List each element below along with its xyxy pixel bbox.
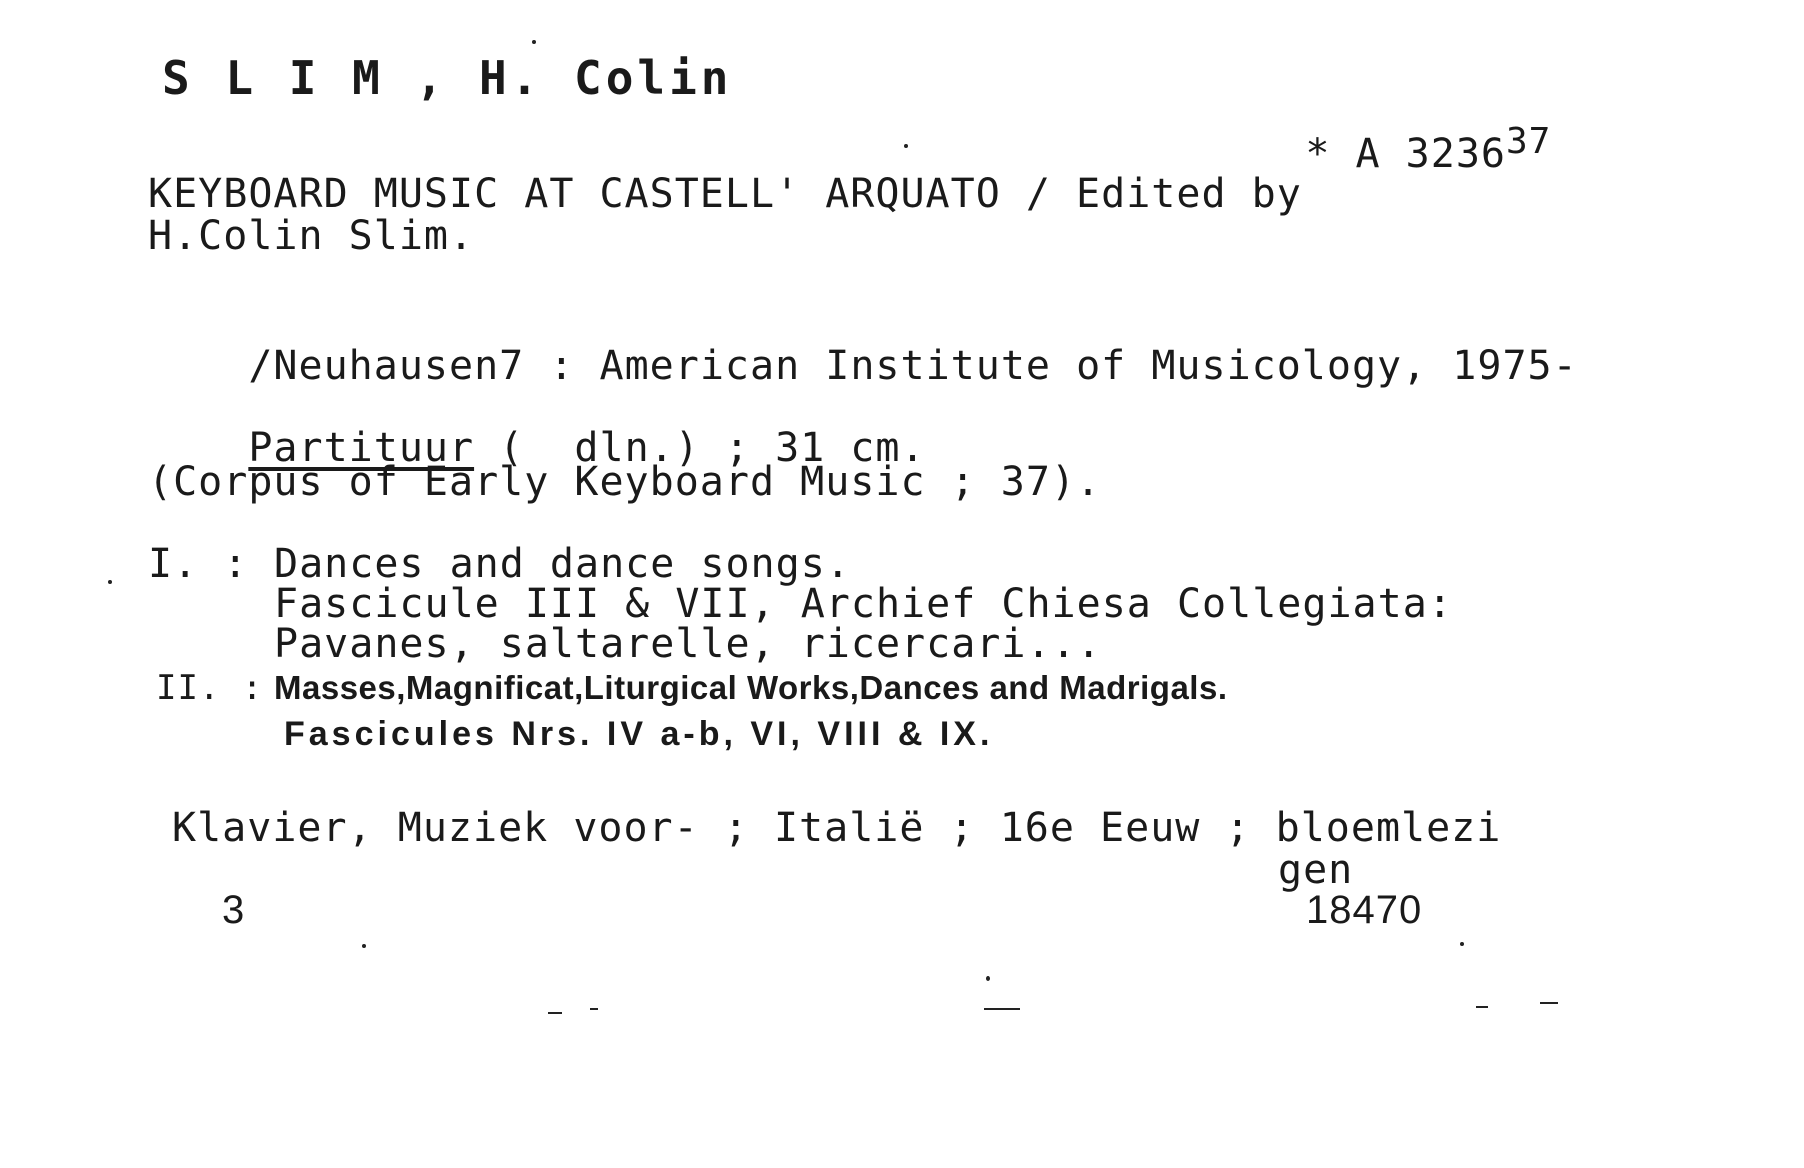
vol2-line-1: Masses,Magnificat,Liturgical Works,Dances and Madrigals. [274, 669, 1228, 706]
scan-mark [984, 1008, 1020, 1010]
title-line-2: H.Colin Slim. [148, 213, 475, 259]
scan-speck [986, 976, 990, 981]
imprint-place: Neuhausen [273, 343, 500, 389]
card-number-left: 3 [222, 888, 246, 932]
vol2-number: II. : [156, 668, 264, 708]
scan-mark [590, 1008, 598, 1010]
collation-details: ( dln.) ; 31 cm. [474, 425, 926, 471]
title-line-1: KEYBOARD MUSIC AT CASTELL' ARQUATO / Edited by [148, 171, 1302, 217]
scan-mark [1476, 1006, 1488, 1008]
vol2-line-2: Fascicules Nrs. IV a-b, VI, VIII & IX. [284, 715, 994, 753]
scan-mark [1540, 1002, 1558, 1004]
accession-number: 18470 [1306, 888, 1423, 932]
scan-mark [548, 1012, 562, 1014]
imprint-bracket-open: / [248, 343, 274, 389]
imprint-bracket-close: 7 [499, 343, 525, 389]
scan-speck [362, 944, 366, 948]
vol1-number: I. : [148, 541, 249, 587]
scan-speck [904, 144, 908, 148]
imprint-publisher: : American Institute of Musicology, 1975- [524, 343, 1578, 389]
series-statement: (Corpus of Early Keyboard Music ; 37). [148, 459, 1102, 505]
shelfmark-number: * A 3236 [1305, 131, 1506, 177]
subject-headings: Klavier, Muziek voor- ; Italië ; 16e Eeuw ; bloemlezi [172, 805, 1502, 851]
scan-speck [532, 40, 536, 44]
collation-label: Partituur [248, 425, 475, 471]
scan-speck [108, 580, 112, 584]
scan-speck [1460, 942, 1464, 946]
subject-headings-continuation: gen [1278, 847, 1354, 893]
shelfmark-volume: 37 [1505, 121, 1552, 162]
vol1-line-1: Dances and dance songs. [274, 541, 851, 587]
vol1-line-3: Pavanes, saltarelle, ricercari... [274, 621, 1102, 667]
author-heading: S L I M , H. Colin [162, 51, 733, 105]
vol1-line-2: Fascicule III & VII, Archief Chiesa Collegiata: [274, 581, 1453, 627]
